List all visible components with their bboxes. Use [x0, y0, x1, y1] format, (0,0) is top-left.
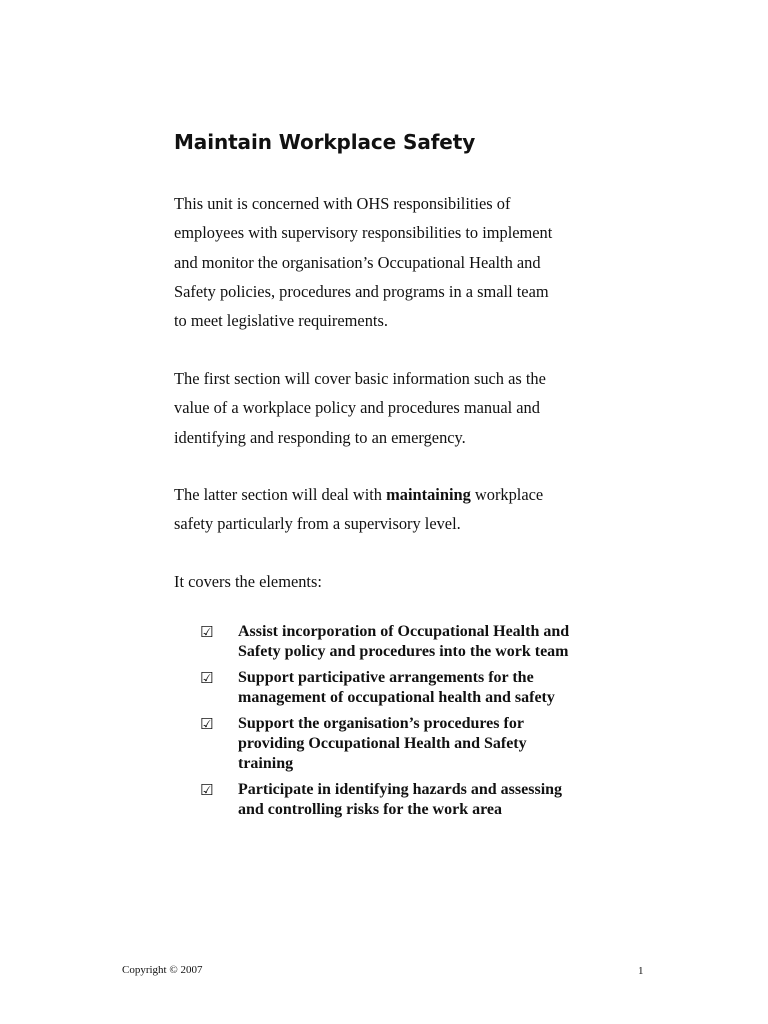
- intro-paragraph: [174, 189, 552, 335]
- list-item: [200, 668, 569, 708]
- list-item-line: training: [238, 755, 294, 772]
- list-item-line: Support the organisation’s procedures for: [238, 715, 524, 732]
- intro-line: This unit is concerned with OHS responsibilities of: [174, 194, 511, 213]
- checked-box-icon: ☑: [200, 623, 214, 641]
- intro-line: Safety policies, procedures and programs in a small team: [174, 281, 549, 301]
- checked-box-icon: ☑: [200, 669, 214, 687]
- list-item-line: providing Occupational Health and Safety: [238, 735, 527, 752]
- latter-section-line: [174, 480, 543, 509]
- list-item-line: Participate in identifying hazards and assessing: [238, 781, 563, 798]
- list-item-line: management of occupational health and safety: [238, 689, 555, 706]
- page-number: 1: [638, 965, 644, 977]
- emphasis-maintaining: maintaining: [386, 485, 471, 504]
- intro-line: and monitor the organisation’s Occupational Health and: [174, 252, 541, 272]
- list-item-line: Assist incorporation of Occupational Health and: [238, 623, 570, 640]
- first-section-line: The first section will cover basic information such as the: [174, 369, 546, 388]
- latter-section-text: workplace: [470, 485, 544, 504]
- list-item-line: Support participative arrangements for the: [238, 669, 534, 686]
- checked-box-icon: ☑: [200, 715, 214, 733]
- latter-section-paragraph: [174, 480, 543, 539]
- list-item-line: Safety policy and procedures into the work team: [238, 643, 569, 660]
- covers-heading: It covers the elements:: [174, 572, 322, 591]
- first-section-line: identifying and responding to an emergency.: [174, 427, 466, 447]
- list-item: [200, 622, 569, 662]
- first-section-paragraph: [174, 364, 546, 452]
- intro-line: to meet legislative requirements.: [174, 311, 388, 331]
- list-item-line: and controlling risks for the work area: [238, 801, 503, 818]
- intro-line: employees with supervisory responsibilities to implement: [174, 223, 553, 243]
- copyright-footer: Copyright © 2007: [122, 964, 203, 976]
- page-title: Maintain Workplace Safety: [174, 130, 476, 154]
- list-item: [200, 780, 569, 820]
- latter-section-line: safety particularly from a supervisory level.: [174, 514, 461, 534]
- checked-box-icon: ☑: [200, 781, 214, 799]
- list-item: [200, 714, 569, 774]
- elements-list: [200, 622, 569, 820]
- latter-section-text: The latter section will deal with: [174, 485, 387, 504]
- first-section-line: value of a workplace policy and procedures manual and: [174, 398, 540, 418]
